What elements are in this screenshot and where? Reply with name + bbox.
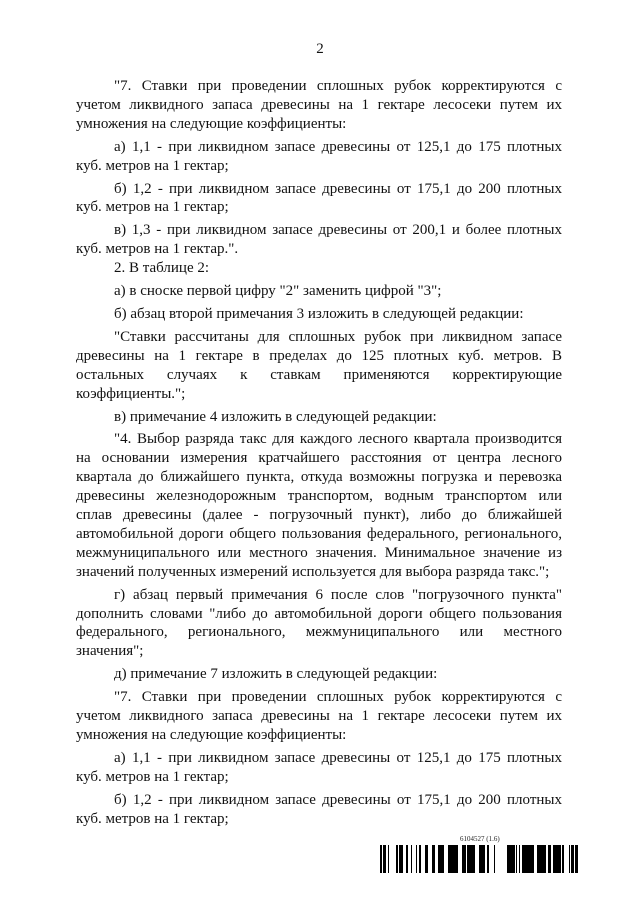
paragraph-note-7-coefficient-a: а) 1,1 - при ликвидном запасе древесины от 125,1 до 175 плотных куб. метров на 1 гектар; — [76, 749, 562, 785]
barcode-bar — [569, 845, 570, 873]
page-number: 2 — [316, 41, 324, 57]
barcode-bar — [508, 845, 510, 873]
barcode-bar — [442, 845, 444, 873]
barcode-label: 6104527 (1.6) — [460, 835, 500, 843]
barcode-bar — [425, 845, 428, 873]
document-body — [76, 77, 562, 829]
barcode-bar — [556, 845, 558, 873]
barcode-bar — [440, 845, 442, 873]
barcode-bar — [529, 845, 532, 873]
barcode-bar — [470, 845, 472, 873]
barcode-bar — [411, 845, 412, 873]
barcode-bar — [469, 845, 470, 873]
barcode-bar — [472, 845, 474, 873]
barcode-bar — [484, 845, 485, 873]
barcode-block — [380, 835, 580, 881]
barcode-bar — [558, 845, 561, 873]
barcode-bar — [512, 845, 515, 873]
paragraph-footnote-change: а) в сноске первой цифру "2" заменить цифрой "3"; — [114, 283, 442, 300]
paragraph-coefficient-a: а) 1,1 - при ликвидном запасе древесины от 125,1 до 175 плотных куб. метров на 1 гектар; — [76, 138, 562, 174]
barcode-bar — [516, 845, 517, 873]
barcode-bar — [474, 845, 475, 873]
barcode-bar — [539, 845, 542, 873]
paragraph-coefficient-c: в) 1,3 - при ликвидном запасе древесины от 200,1 и более плотных куб. метров на 1 гектар.". — [76, 222, 562, 258]
barcode-bar — [542, 845, 544, 873]
paragraph-note-7-coefficient-b: б) 1,2 - при ликвидном запасе древесины от 175,1 до 200 плотных куб. метров на 1 гектар; — [76, 791, 562, 827]
barcode-bar — [519, 845, 520, 873]
barcode-bar — [438, 845, 440, 873]
paragraph-rate-adjustment-intro: "7. Ставки при проведении сплошных рубок корректируются с учетом ликвидного запаса древесины на 1 гектаре лесосеки путем их умножения на следующие коэффициенты: — [76, 78, 562, 132]
barcode-bar — [420, 845, 421, 873]
barcode-bar — [524, 845, 526, 873]
paragraph-table-2-heading: 2. В таблице 2: — [114, 260, 210, 277]
barcode-bar — [432, 845, 435, 873]
paragraph-note-7-change: д) примечание 7 изложить в следующей редакции: — [114, 666, 438, 683]
barcode-bar — [455, 845, 458, 873]
barcode-bar — [396, 845, 398, 873]
barcode-bar — [527, 845, 529, 873]
barcode-bar — [562, 845, 564, 873]
barcode-bar — [507, 845, 508, 873]
barcode-bar — [571, 845, 574, 873]
barcode-bar — [380, 845, 382, 873]
barcode-bar — [383, 845, 385, 873]
barcode-bar — [548, 845, 551, 873]
barcode-bar — [452, 845, 455, 873]
paragraph-note-7-text: "7. Ставки при проведении сплошных рубок корректируются с учетом ликвидного запаса древесины на 1 гектаре лесосеки путем их умножения на следующие коэффициенты: — [76, 689, 562, 743]
barcode-bar — [448, 845, 449, 873]
barcode-bar — [479, 845, 482, 873]
paragraph-note-4-text: "4. Выбор разряда такс для каждого лесного квартала производится на основании измерения кратчайшего расстояния от центра лесного квартала до ближайшего пункта, откуда возможны погрузка и перевозка древесины железнодорожным транспортом, водным транспортом или сплав древесины (далее - погрузочный пункт), либо до ближайшей автомобильной дороги общего пользования федерального, регионального, межмуниципального или местного значения. Минимальное значение из значений полученных измерений используется для выбора разряда такс."; — [76, 431, 562, 580]
paragraph-note-3-change: б) абзац второй примечания 3 изложить в следующей редакции: — [114, 305, 524, 322]
barcode-bar — [462, 845, 465, 873]
barcode-bar — [532, 845, 534, 873]
barcode-bar — [449, 845, 452, 873]
barcode-bar — [487, 845, 489, 873]
paragraph-coefficient-b: б) 1,2 - при ликвидном запасе древесины от 175,1 до 200 плотных куб. метров на 1 гектар; — [76, 180, 562, 216]
barcode-bar — [526, 845, 527, 873]
barcode-bar — [385, 845, 386, 873]
barcode-bar — [553, 845, 556, 873]
paragraph-note-4-change: в) примечание 4 изложить в следующей редакции: — [114, 408, 437, 425]
barcode-bar — [402, 845, 403, 873]
barcode-bar — [467, 845, 469, 873]
barcode-bar — [419, 845, 420, 873]
barcode-bar — [537, 845, 539, 873]
barcode-bar — [577, 845, 578, 873]
barcode-bar — [544, 845, 546, 873]
barcode-bar — [388, 845, 389, 873]
barcode-bar — [465, 845, 466, 873]
barcode-bar — [575, 845, 576, 873]
barcode-bar — [482, 845, 484, 873]
barcode-bar — [576, 845, 577, 873]
paragraph-note-3-text: "Ставки рассчитаны для сплошных рубок при ликвидном запасе древесины на 1 гектаре в пределах до 125 плотных куб. метров. В остальных случаях к ставкам применяются корректирующие коэффициенты."; — [76, 328, 562, 402]
barcode-bar — [510, 845, 512, 873]
barcode-bar — [399, 845, 402, 873]
barcode-image — [380, 845, 580, 873]
paragraph-note-6-change: г) абзац первый примечания 6 после слов "погрузочного пункта" дополнить словами "либо до автомобильной дороги общего пользования федерального, регионального, межмуниципального или местного значения"; — [76, 586, 562, 660]
barcode-bar — [416, 845, 417, 873]
barcode-bar — [406, 845, 408, 873]
barcode-bar — [494, 845, 495, 873]
barcode-bar — [522, 845, 524, 873]
